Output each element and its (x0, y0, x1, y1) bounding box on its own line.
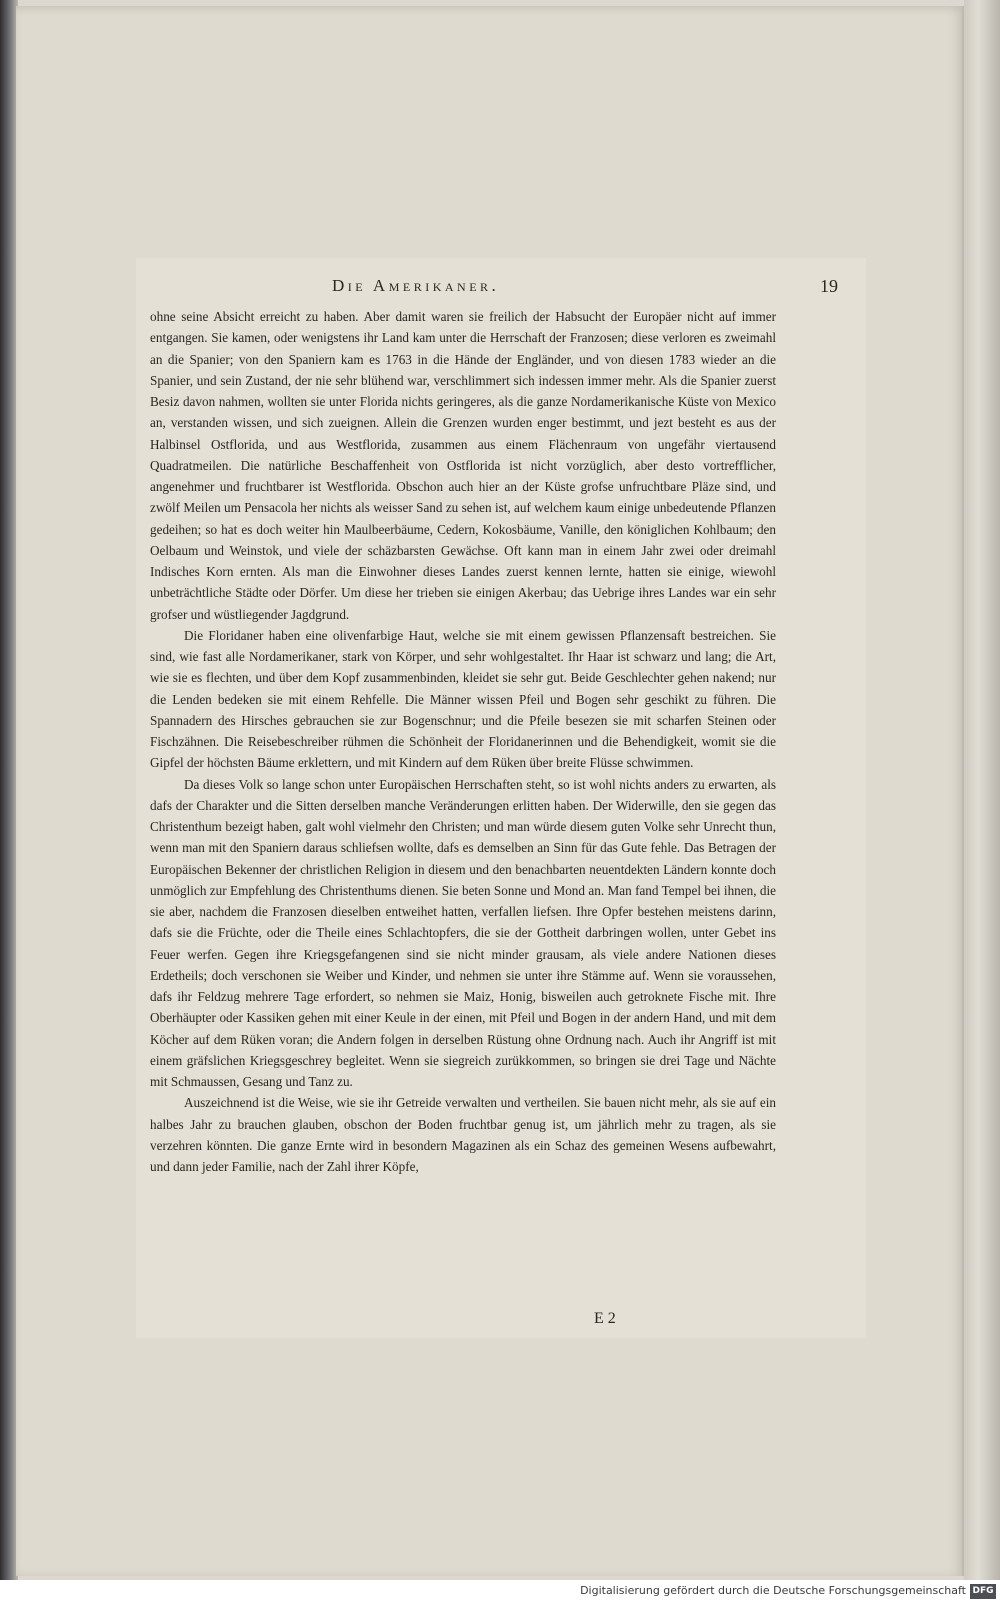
running-head (136, 276, 866, 302)
book-page (16, 6, 964, 1576)
dfg-logo: DFG (970, 1584, 996, 1599)
paragraph-1: ohne seine Absicht erreicht zu haben. Aber damit waren sie freilich der Habsucht der Europäer nicht auf immer entgangen. Sie kamen, oder wenigstens ihr Land kam unter die Herrschaft der Franzosen; diese verloren es zweimahl an die Spanier; von den Spaniern kam es 1763 in die Hände der Engländer, und von diesen 1783 wieder an die Spanier, und sein Zustand, der nie sehr blühend war, verschlimmert sich indessen immer mehr. Als die Spanier zuerst Besiz davon nahmen, wollten sie unter Florida nichts geringeres, als die ganze Nordamerikanische Küste von Mexico an, verstanden wissen, und sich zueignen. Allein die Grenzen wurden enger bestimmt, und jezt besteht es aus der Halbinsel Ostflorida, und aus Westflorida, zusammen aus einem Flächenraum von ungefähr viertausend Quadratmeilen. Die natürliche Beschaffenheit von Ostflorida ist nicht vorzüglich, aber desto vortrefflicher, angenehmer und fruchtbarer ist Westflorida. Obschon auch hier an der Küste grofse unfruchtbare Pläze sind, und zwölf Meilen um Pensacola her nichts als weisser Sand zu sehen ist, auf welchem kaum einige unbedeutende Pflanzen gedeihen; so hat es doch weiter hin Maulbeerbäume, Cedern, Kokosbäume, Vanille, den königlichen Kohlbaum; den Oelbaum und Weinstok, und viele der schäzbarsten Gewächse. Oft kann man in einem Jahr zwei oder dreimahl Indisches Korn ernten. Als man die Einwohner dieses Landes zuerst kennen lernte, hatten sie einige, wiewohl unbeträchtliche Städte oder Dörfer. Um diese her trieben sie einigen Akerbau; das Uebrige ihres Landes war ein sehr grofser und wüstliegender Jagdgrund. (150, 309, 776, 622)
paragraph-3: Da dieses Volk so lange schon unter Europäischen Herrschaften steht, so ist wohl nichts anders zu erwarten, als dafs der Charakter und die Sitten derselben manche Veränderungen erlitten haben. Der Widerwille, den sie gegen das Christenthum bezeigt haben, galt wohl vielmehr den Christen; und man würde diesem guten Volke sehr Unrecht thun, wenn man mit den Spaniern daraus schliefsen wollte, dafs es demselben an Sinn für das Gute fehle. Das Betragen der Europäischen Bekenner der christlichen Religion in diesem und den benachbarten neuentdekten Ländern konnte doch unmöglich zur Empfehlung des Christenthums dienen. Sie beten Sonne und Mond an. Man fand Tempel bei ihnen, die sie aber, nachdem die Franzosen dieselben entweihet hatten, verfallen liefsen. Ihre Opfer bestehen meistens darinn, dafs sie die Früchte, oder die Theile eines Schlachtopfers, die sie der Gottheit darbringen wollen, unter Gebet ins Feuer werfen. Gegen ihre Kriegsgefangenen sind sie nicht minder grausam, als viele andere Nationen dieses Erdetheils; doch verschonen sie Weiber und Kinder, und nehmen sie unter ihre Stämme auf. Wenn sie voraussehen, dafs ihr Feldzug mehrere Tage erfordert, so nehmen sie Maiz, Honig, bisweilen auch getroknete Fische mit. Ihre Oberhäupter oder Kassiken gehen mit einer Keule in der einen, mit Pfeil und Bogen in der andern Hand, und mit dem Köcher auf dem Rüken voran; die Andern folgen in derselben Rüstung ohne Ordnung nach. Auch ihr Angriff ist mit einem gräfslichen Kriegsgeschrey begleitet. Wenn sie siegreich zurükkommen, so bringen sie drei Tage und Nächte mit Schmaussen, Gesang und Tanz zu. (150, 776, 776, 1089)
body-text (150, 306, 776, 1177)
footer-credit: Digitalisierung gefördert durch die Deutsche Forschungsgemeinschaft (580, 1584, 966, 1597)
running-title: Die Amerikaner. (332, 276, 500, 295)
signature-mark: E 2 (594, 1310, 616, 1327)
page-edge (964, 0, 1000, 1580)
paragraph-2: Die Floridaner haben eine olivenfarbige Haut, welche sie mit einem gewissen Pflanzensaft bestreichen. Sie sind, wie fast alle Nordamerikaner, stark von Körper, und sehr wohlgestaltet. Ihr Haar ist schwarz und lang; die Art, wie sie es flechten, und über dem Kopf zusammenbinden, kleidet sie sehr gut. Beide Geschlechter gehen nakend; nur die Lenden bedeken sie mit einem Rehfelle. Die Männer wissen Pfeil und Bogen sehr geschikt zu führen. Die Spannadern des Hirsches gebrauchen sie zur Bogenschnur; und die Pfeile besezen sie mit scharfen Steinen oder Fischzähnen. Die Reisebeschreiber rühmen die Schönheit der Floridanerinnen und die Behendigkeit, womit sie die Gipfel der höchsten Bäume erklettern, und mit Kindern auf dem Rüken über breite Flüsse schwimmen. (150, 627, 776, 771)
print-area (136, 258, 866, 1338)
page-number: 19 (820, 276, 838, 296)
paragraph-4: Auszeichnend ist die Weise, wie sie ihr Getreide verwalten und vertheilen. Sie bauen nicht mehr, als sie auf ein halbes Jahr zu brauchen glauben, obschon der Boden fruchtbar genug ist, um jährlich mehr zu tragen, als sie verzehren könnten. Die ganze Ernte wird in besondern Magazinen als ein Schaz des gemeinen Wesens aufbewahrt, und dann jeder Familie, nach der Zahl ihrer Köpfe, (150, 1095, 776, 1174)
footer-bar (0, 1580, 1000, 1604)
